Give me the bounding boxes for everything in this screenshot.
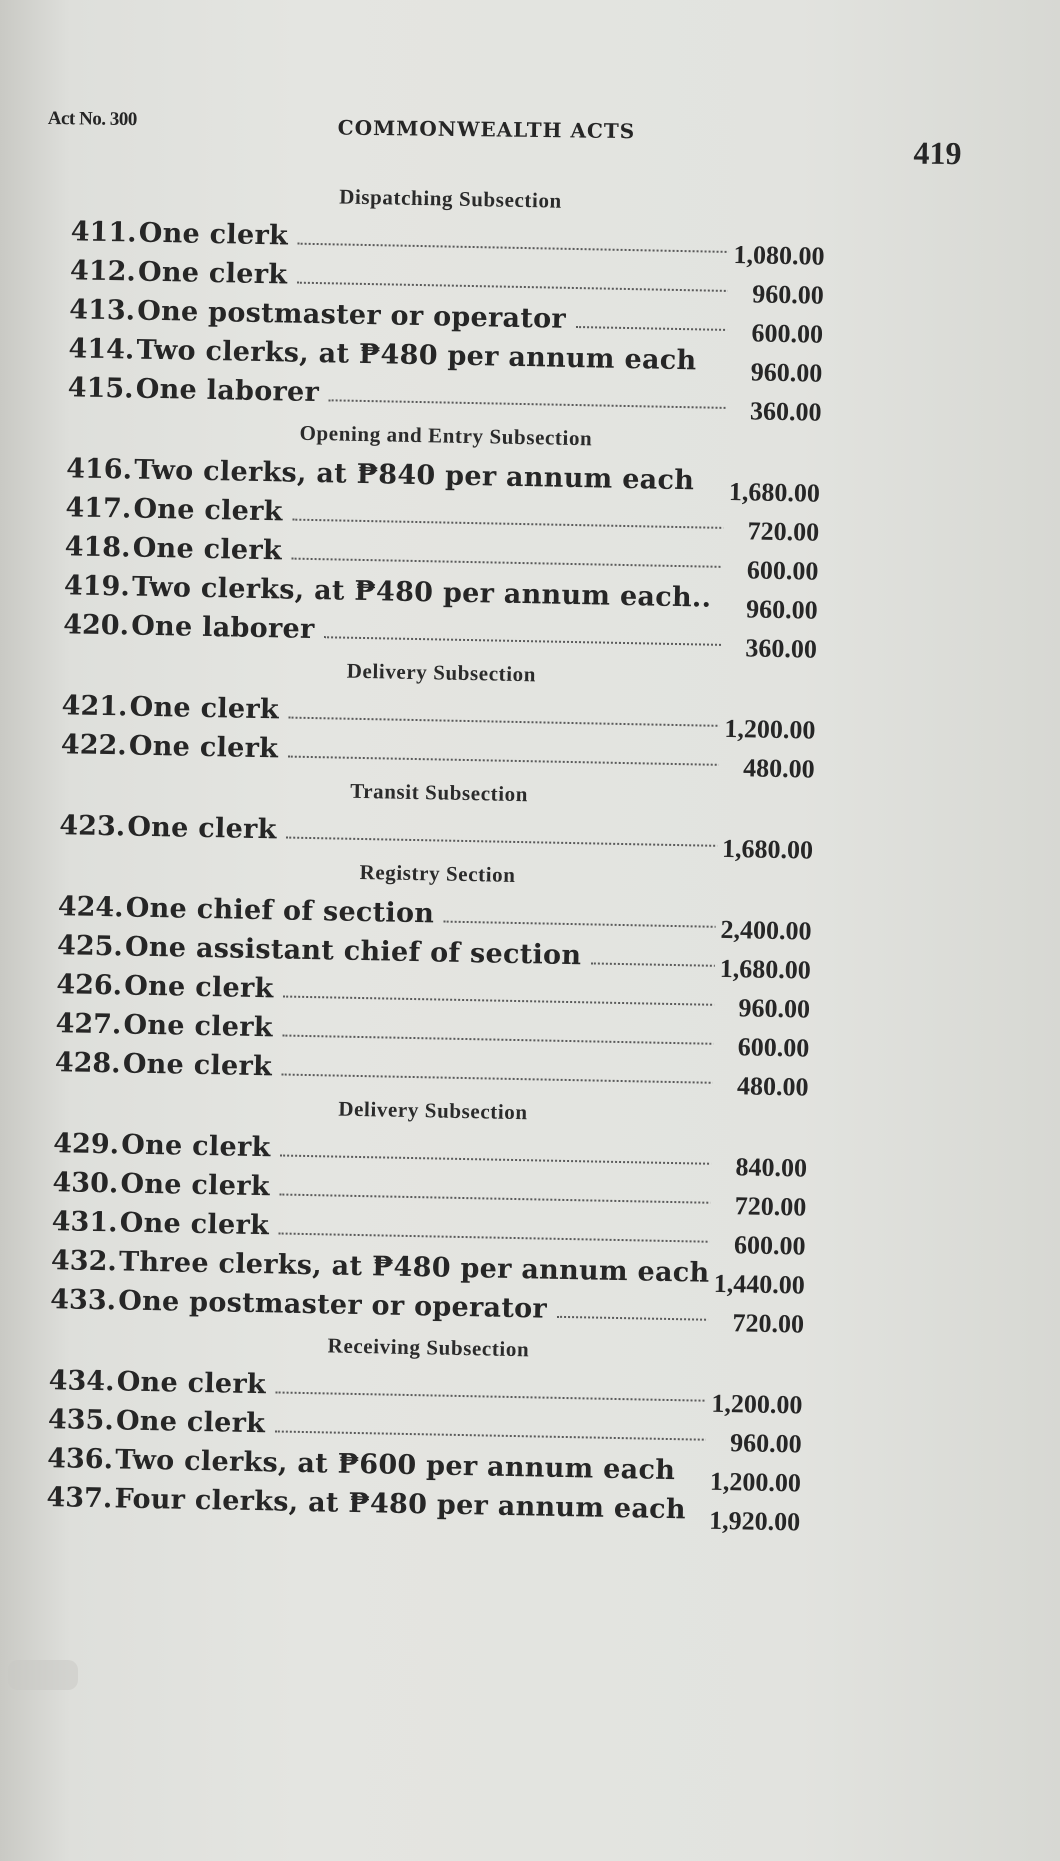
appropriation-list [26, 170, 976, 1747]
item-description-text: One clerk [119, 1207, 270, 1242]
item-description-text: One clerk [116, 1366, 267, 1401]
item-amount: 600.00 [737, 1032, 810, 1063]
item-number: 432. [50, 1245, 118, 1278]
item-amount: 960.00 [738, 993, 811, 1024]
item-amount: 960.00 [751, 279, 825, 310]
item-amount: 2,400.00 [720, 914, 812, 946]
item-description-text: One clerk [120, 1129, 271, 1164]
item-description-text: One clerk [123, 1009, 274, 1044]
item-amount: 600.00 [746, 555, 819, 586]
item-description-text: Two clerks, at ₱600 per annum each [114, 1444, 676, 1487]
item-amount: 1,200.00 [724, 713, 816, 745]
item-description-text: One postmaster or operator [118, 1285, 548, 1325]
item-number: 428. [54, 1047, 121, 1080]
item-description-text: One clerk [115, 1405, 266, 1440]
section-heading: Registry Section [359, 859, 516, 887]
book-title: COMMONWEALTH ACTS [337, 115, 636, 144]
item-number: 415. [67, 372, 134, 405]
item-description-text: Four clerks, at ₱480 per annum each [114, 1483, 687, 1526]
item-amount: 1,680.00 [721, 833, 814, 865]
item-amount: 600.00 [751, 318, 824, 349]
item-amount: 720.00 [732, 1308, 805, 1339]
item-description-text: One postmaster or operator [137, 295, 567, 335]
item-description-text: One clerk [138, 217, 289, 252]
item-description-text: One clerk [124, 970, 274, 1005]
item-number: 426. [56, 969, 123, 1002]
item-description-text: Two clerks, at ₱840 per annum each [133, 454, 695, 497]
item-description-text: One clerk [128, 730, 279, 765]
item-amount: 720.00 [734, 1191, 807, 1222]
item-amount: 720.00 [747, 516, 820, 547]
item-description-text: One chief of section [125, 892, 435, 930]
item-description-text: One laborer [135, 373, 320, 409]
item-number: 435. [47, 1404, 115, 1437]
page-smudge [8, 1660, 78, 1690]
item-number: 419. [63, 570, 131, 603]
item-description-text: Two clerks, at ₱480 per annum each.. [131, 571, 712, 614]
item-description-text: Two clerks, at ₱480 per annum each [136, 334, 697, 377]
page-number: 419 [913, 134, 962, 172]
item-amount: 600.00 [733, 1230, 806, 1261]
item-number: 433. [50, 1284, 117, 1317]
item-number: 430. [52, 1167, 119, 1200]
item-description-text: One clerk [120, 1168, 271, 1203]
item-amount: 480.00 [736, 1071, 809, 1102]
item-number: 427. [55, 1008, 122, 1041]
section-heading: Delivery Subsection [338, 1096, 528, 1125]
item-number: 417. [65, 492, 132, 525]
item-number: 412. [69, 255, 137, 288]
item-amount: 960.00 [729, 1428, 802, 1459]
item-number: 437. [46, 1482, 113, 1515]
item-amount: 1,440.00 [713, 1268, 806, 1300]
item-description-text: Three clerks, at ₱480 per annum each [118, 1246, 710, 1289]
section-heading: Opening and Entry Subsection [299, 420, 593, 451]
item-number: 421. [61, 690, 128, 723]
item-number: 420. [62, 609, 130, 642]
item-amount: 1,080.00 [733, 240, 825, 271]
item-amount: 1,920.00 [708, 1505, 801, 1537]
item-description-text: One clerk [127, 811, 277, 846]
item-amount: 1,680.00 [728, 476, 821, 508]
section-heading: Delivery Subsection [346, 658, 537, 687]
item-number: 425. [56, 930, 124, 963]
section-heading: Dispatching Subsection [338, 184, 563, 213]
item-number: 431. [51, 1206, 118, 1239]
item-number: 416. [65, 453, 133, 486]
item-amount: 360.00 [745, 633, 818, 664]
item-number: 411. [70, 216, 137, 249]
item-amount: 840.00 [735, 1152, 808, 1183]
item-description-text: One assistant chief of section [124, 931, 582, 972]
item-number: 422. [60, 729, 128, 762]
act-number: Act No. 300 [47, 107, 137, 131]
item-number: 424. [57, 891, 124, 924]
item-description-text: One clerk [132, 532, 283, 567]
item-amount: 1,200.00 [711, 1388, 803, 1420]
item-number: 434. [48, 1365, 115, 1398]
item-description-text: One clerk [137, 256, 288, 291]
item-description-text: One clerk [129, 691, 280, 726]
item-amount: 360.00 [749, 396, 822, 427]
section-heading: Transit Subsection [349, 778, 529, 807]
item-number: 423. [59, 810, 126, 843]
item-number: 413. [69, 294, 136, 327]
item-description-text: One clerk [133, 493, 284, 528]
item-amount: 480.00 [742, 753, 815, 784]
item-number: 436. [46, 1443, 114, 1476]
item-amount: 960.00 [750, 357, 823, 388]
item-amount: 1,680.00 [719, 953, 812, 985]
item-number: 418. [64, 531, 131, 564]
item-description-text: One laborer [130, 610, 315, 646]
section-heading: Receiving Subsection [327, 1333, 530, 1362]
item-description-text: One clerk [122, 1048, 273, 1083]
item-number: 414. [68, 333, 135, 366]
item-amount: 960.00 [745, 594, 818, 625]
item-number: 429. [53, 1128, 120, 1161]
item-amount: 1,200.00 [709, 1466, 802, 1498]
running-head [47, 104, 978, 175]
